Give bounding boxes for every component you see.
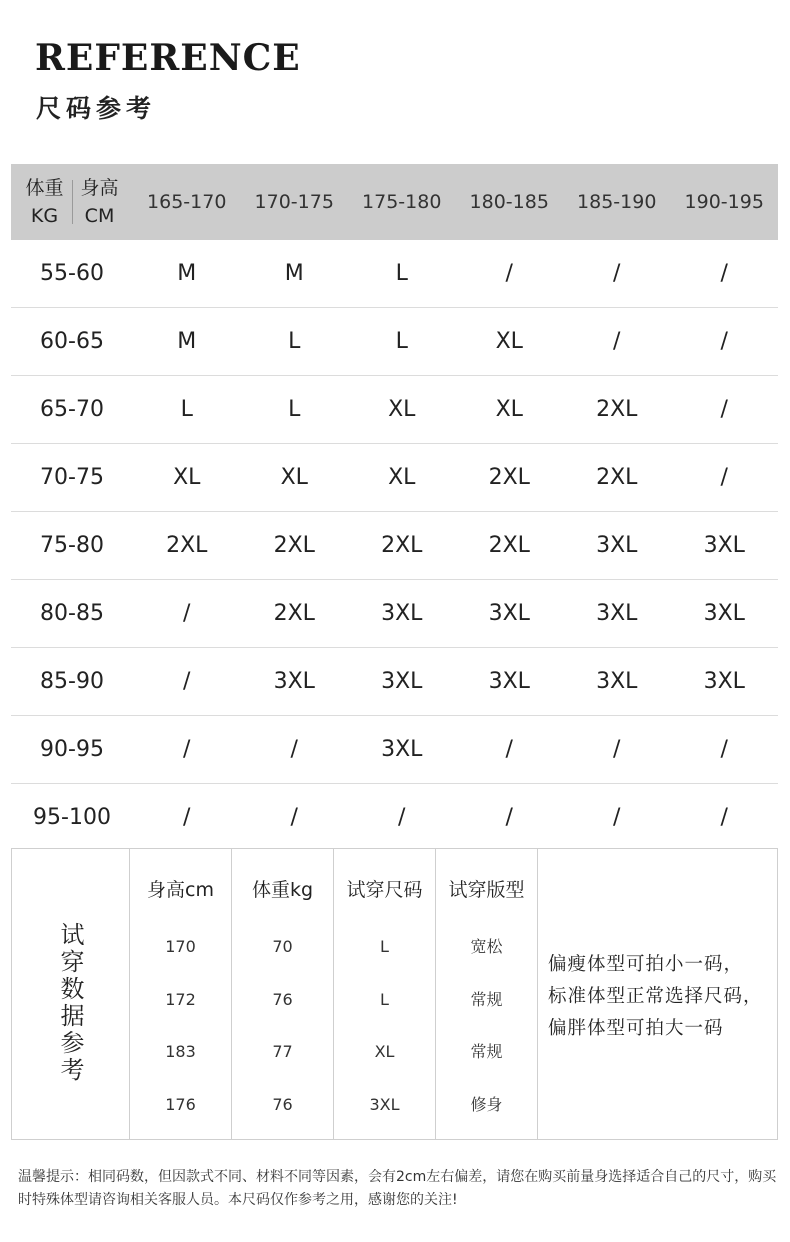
trial-value-cell: 76 — [272, 989, 293, 1009]
table-row — [11, 716, 778, 784]
trial-value-cell: 常规 — [470, 1042, 503, 1061]
size-cell: M — [177, 329, 197, 354]
weight-range-cell: 80-85 — [40, 601, 104, 626]
weight-label: 体重 — [25, 177, 64, 199]
size-cell: L — [288, 329, 301, 354]
table-row — [11, 784, 778, 851]
size-cell: 2XL — [488, 465, 530, 490]
trial-value-cell: 77 — [272, 1042, 293, 1061]
trial-columns — [130, 849, 538, 1139]
height-column-header: 165-170 — [147, 191, 227, 213]
size-cell: 2XL — [488, 533, 530, 558]
size-cell: 2XL — [166, 533, 208, 558]
size-cell: XL — [495, 397, 523, 422]
table-row — [11, 444, 778, 512]
size-cell: 3XL — [703, 533, 745, 558]
size-cell: / — [720, 261, 728, 286]
size-cell: / — [290, 737, 298, 762]
trial-value-cell: XL — [374, 1042, 395, 1061]
size-cell: 3XL — [488, 601, 530, 626]
size-cell: / — [613, 737, 621, 762]
size-cell: M — [177, 261, 197, 286]
trial-label: 试穿数据参考 — [56, 922, 84, 1084]
size-chart-table — [11, 164, 778, 851]
trial-value-cell: 3XL — [369, 1094, 400, 1114]
weight-range-cell: 85-90 — [40, 669, 104, 694]
size-cell: / — [720, 805, 728, 830]
trial-column — [232, 849, 334, 1139]
size-cell: / — [613, 261, 621, 286]
trial-column-header: 试穿版型 — [448, 879, 525, 901]
size-chart-body — [11, 240, 778, 851]
size-cell: 2XL — [273, 601, 315, 626]
size-cell: / — [398, 805, 406, 830]
size-cell: 3XL — [381, 601, 423, 626]
height-column-header: 185-190 — [577, 191, 657, 213]
table-row — [11, 240, 778, 308]
height-column-header: 180-185 — [469, 191, 549, 213]
size-cell: L — [288, 397, 301, 422]
size-cell: 3XL — [703, 669, 745, 694]
size-cell: 3XL — [596, 533, 638, 558]
trial-value-cell: 常规 — [470, 989, 503, 1009]
size-cell: / — [505, 737, 513, 762]
size-cell: / — [720, 737, 728, 762]
table-row — [11, 376, 778, 444]
height-header — [81, 174, 119, 230]
weight-range-cell: 90-95 — [40, 737, 104, 762]
size-cell: / — [183, 601, 191, 626]
table-row — [11, 648, 778, 716]
size-chart-corner-cell — [11, 164, 133, 240]
size-cell: 2XL — [273, 533, 315, 558]
height-column-header: 190-195 — [684, 191, 764, 213]
size-cell: L — [180, 397, 193, 422]
size-cell: 2XL — [596, 397, 638, 422]
size-cell: / — [183, 737, 191, 762]
size-cell: 2XL — [381, 533, 423, 558]
size-cell: / — [183, 805, 191, 830]
size-cell: 3XL — [381, 737, 423, 762]
size-cell: 3XL — [596, 669, 638, 694]
table-row — [11, 512, 778, 580]
height-column-header: 170-175 — [254, 191, 334, 213]
weight-range-cell: 70-75 — [40, 465, 104, 490]
weight-header — [25, 174, 63, 230]
size-cell: XL — [280, 465, 308, 490]
size-cell: XL — [173, 465, 201, 490]
size-cell: / — [613, 805, 621, 830]
size-cell: 3XL — [488, 669, 530, 694]
weight-unit: KG — [30, 205, 59, 227]
trial-value-cell: 70 — [272, 937, 293, 956]
trial-column — [130, 849, 232, 1139]
trial-value-cell: 176 — [165, 1094, 196, 1114]
trial-value-cell: 宽松 — [470, 937, 503, 956]
height-column-header: 175-180 — [362, 191, 442, 213]
size-chart-header-row — [11, 164, 778, 240]
size-cell: 3XL — [381, 669, 423, 694]
weight-range-cell: 55-60 — [40, 261, 104, 286]
size-cell: XL — [388, 465, 416, 490]
trial-value-cell: 183 — [165, 1042, 196, 1061]
weight-range-cell: 60-65 — [40, 329, 104, 354]
trial-value-cell: 170 — [165, 937, 196, 956]
size-cell: XL — [388, 397, 416, 422]
size-cell: L — [395, 329, 408, 354]
size-cell: / — [720, 465, 728, 490]
size-cell: / — [505, 805, 513, 830]
size-cell: 2XL — [596, 465, 638, 490]
table-row — [11, 308, 778, 376]
trial-value-cell: L — [380, 989, 389, 1009]
page-title: REFERENCE — [35, 37, 301, 79]
height-label: 身高 — [80, 177, 119, 199]
note-line: 偏胖体型可拍大一码 — [548, 1018, 724, 1039]
size-cell: / — [720, 329, 728, 354]
trial-column — [436, 849, 538, 1139]
trial-label-cell — [12, 849, 130, 1139]
height-unit: CM — [84, 205, 115, 227]
weight-range-cell: 65-70 — [40, 397, 104, 422]
size-cell: 3XL — [703, 601, 745, 626]
table-row — [11, 580, 778, 648]
size-cell: L — [395, 261, 408, 286]
size-cell: 3XL — [596, 601, 638, 626]
size-cell: / — [290, 805, 298, 830]
trial-column-header: 试穿尺码 — [346, 879, 423, 901]
trial-value-cell: 172 — [165, 989, 196, 1009]
size-cell: / — [183, 669, 191, 694]
trial-column-header: 体重kg — [251, 879, 314, 901]
trial-column-header: 身高cm — [147, 879, 214, 901]
page-subtitle: 尺码参考 — [36, 94, 157, 123]
note-line: 标准体型正常选择尺码， — [548, 986, 763, 1007]
size-cell: XL — [495, 329, 523, 354]
weight-range-cell: 75-80 — [40, 533, 104, 558]
note-line: 偏瘦体型可拍小一码， — [548, 954, 744, 975]
size-cell: / — [613, 329, 621, 354]
trial-value-cell: 76 — [272, 1094, 293, 1114]
size-cell: 3XL — [273, 669, 315, 694]
corner-divider — [72, 180, 73, 224]
trial-value-cell: 修身 — [470, 1094, 503, 1114]
trial-column — [334, 849, 436, 1139]
weight-range-cell: 95-100 — [33, 805, 111, 830]
footnote: 温馨提示：相同码数，但因款式不同、材料不同等因素，会有2cm左右偏差，请您在购买前量身选择适合自己的尺寸，购买时特殊体型请咨询相关客服人员。本尺码仅作参考之用，感谢您的关注! — [18, 1169, 777, 1208]
size-cell: / — [720, 397, 728, 422]
trial-notes — [538, 849, 777, 1139]
size-cell: M — [284, 261, 304, 286]
trial-data-table — [11, 848, 778, 1140]
trial-value-cell: L — [380, 937, 389, 956]
size-cell: / — [505, 261, 513, 286]
